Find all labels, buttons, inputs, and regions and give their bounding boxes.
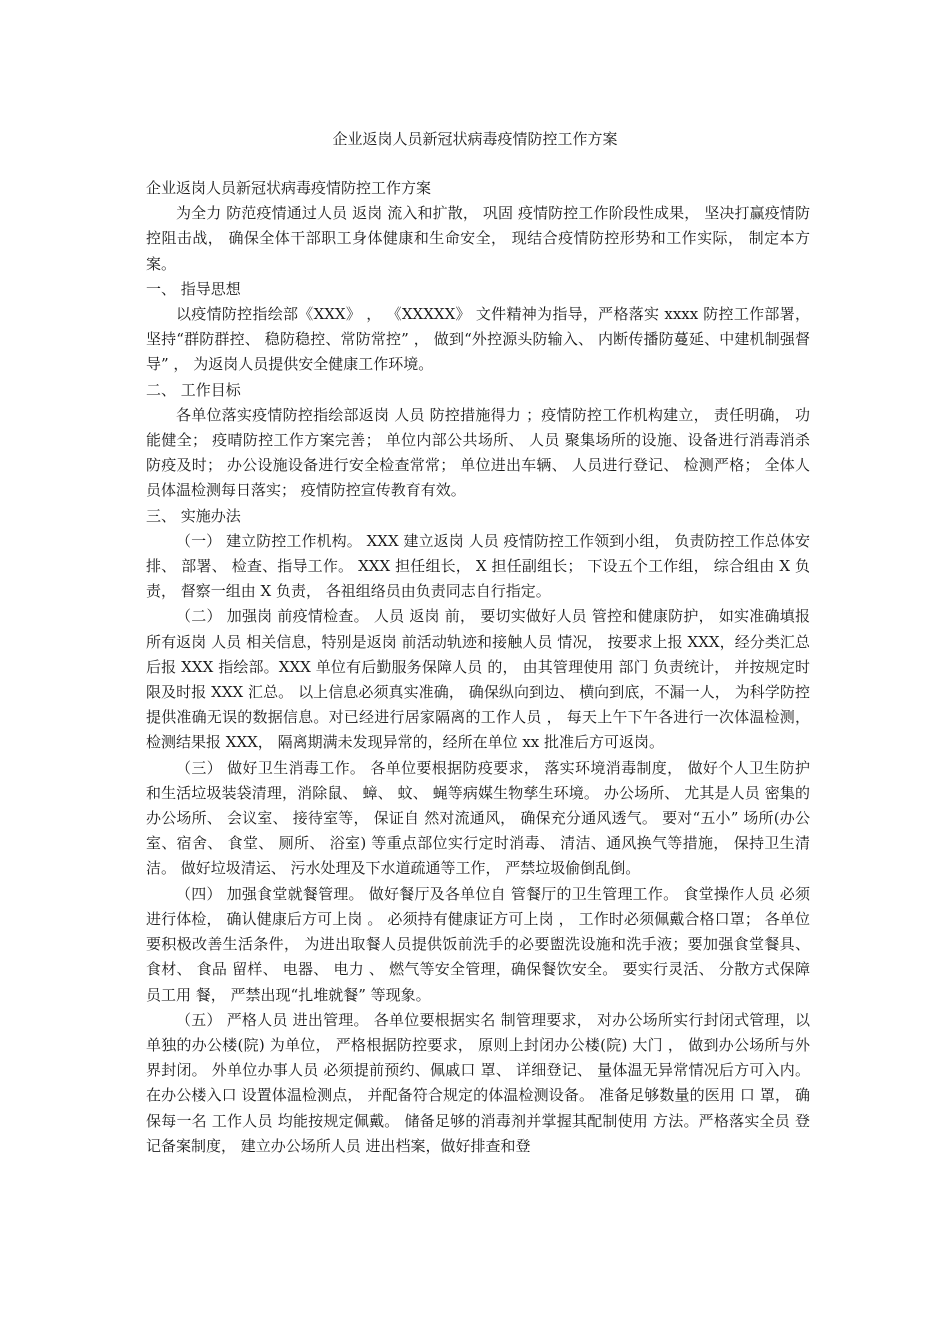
document-body: [146, 176, 810, 1159]
implementation-item-5: （五） 严格人员 进出管理。 各单位要根据实名 制管理要求， 对办公场所实行封闭式管理，以单独的办公楼(院) 为单位， 严格根据防控要求， 原则上封闭办公楼(院) 大门 ， 做到办公场所与外界封闭。 外单位办事人员 必须提前预约、佩戚口 罩、 详细登记、 量体温无异常情况后方可入内。 在办公楼入口 设置体温检测点， 并配备符合规定的体温检测设备。 准备足够数量的医用 口 罩， 确保每一名 工作人员 均能按规定佩戴。 储备足够的消毒剂并掌握其配制使用 方法。严格落实全员 登记备案制度， 建立办公场所人员 进出档案，做好排查和登: [146, 1010, 810, 1155]
implementation-item-3: （三） 做好卫生消毒工作。 各单位要根据防疫要求， 落实环境消毒制度， 做好个人卫生防护和生活垃圾装袋清理，消除鼠、 蟑、 蚊、 蝇等病媒生物孳生环境。 办公场所、 尤其是人员 密集的办公场所、 会议室、 接待室等， 保证自 然对流通风， 确保充分通风透气。 要对“五小” 场所(办公室、宿舍、 食堂、 厕所、 浴室) 等重点部位实行定时消毒、 清洁、通风换气等措施， 保持卫生清洁。 做好垃圾清运、 污水处理及下水道疏通等工作， 严禁垃圾偷倒乱倒。: [146, 758, 810, 878]
implementation-item-2: （二） 加强岗 前疫情检查。 人员 返岗 前， 要切实做好人员 管控和健康防护， 如实准确填报所有返岗 人员 相关信息，特别是返岗 前活动轨迹和接触人员 情况， 按要求上报 XXX，经分类汇总后报 XXX 指绘部。XXX 单位有后勤服务保障人员 的， 由其管理使用 部门 负责统计， 并按规定时限及时报 XXX 汇总。 以上信息必须真实准确， 确保纵向到边、 横向到底，不漏一人， 为科学防控提供准确无误的数据信息。对已经进行居家隔离的工作人员 ， 每天上午下午各进行一次体温检测， 检测结果报 XXX， 隔离期满未发现异常的，经所在单位 xx 批准后方可返岗。: [146, 607, 810, 752]
intro-paragraph: 为全力 防范疫情通过人员 返岗 流入和扩散， 巩固 疫情防控工作阶段性成果， 坚决打赢疫情防控阻击战， 确保全体干部职工身体健康和生命安全， 现结合疫情防控形势和工作实际， 制定本方案。: [146, 204, 810, 273]
document-subtitle: 企业返岗人员新冠状病毒疫情防控工作方案: [146, 179, 432, 197]
implementation-item-4: （四） 加强食堂就餐管理。 做好餐厅及各单位自 管餐厅的卫生管理工作。 食堂操作人员 必须进行体检， 确认健康后方可上岗 。 必须持有健康证方可上岗 ， 工作时必须佩戴合格口罩； 各单位要积极改善生活条件， 为进出取餐人员提供饭前洗手的必要盥洗设施和洗手液；要加强食堂餐具、 食材、 食品 留样、 电器、 电力 、 燃气等安全管理，确保餐饮安全。 要实行灵活、 分散方式保障员工用 餐， 严禁出现“扎堆就餐” 等现象。: [146, 884, 810, 1004]
section-heading-work-goals: 二、 工作目标: [146, 380, 241, 399]
section-heading-implementation: 三、 实施办法: [146, 506, 241, 525]
implementation-item-1: （一） 建立防控工作机构。 XXX 建立返岗 人员 疫情防控工作领到小组， 负责防控工作总体安排、 部署、 检查、指导工作。 XXX 担任组长， X 担任副组长； 下设五个工作组， 综合组由 X 负责， 督察一组由 X 负责， 各祖组络员由负责同志自行指定。: [146, 531, 810, 601]
section-body-work-goals: 各单位落实疫情防控指绘部返岗 人员 防控措施得力 ；疫情防控工作机构建立， 责任明确， 功能健全； 疫晴防控工作方案完善； 单位内部公共场所、 人员 聚集场所的设施、设备进行消毒消杀防疫及时； 办公设施设备进行安全检查常常； 单位进出车辆、 人员进行登记、 检测严格； 全体人员体温检测每日落实； 疫情防控宣传教育有效。: [146, 405, 810, 500]
section-heading-guiding-principle: 一、 指导思想: [146, 279, 241, 298]
document-title: 企业返岗人员新冠状病毒疫情防控工作方案: [332, 130, 618, 148]
section-body-guiding-principle: 以疫情防控指绘部《XXX》 ， 《XXXXX》 文件精神为指导，严格落实 xxxx 防控工作部署，坚持“群防群控、 稳防稳控、常防常控” ， 做到“外控源头防输入、 内断传播防蔓延、中建机制强督导” ， 为返岗人员提供安全健康工作环境。: [146, 305, 810, 374]
